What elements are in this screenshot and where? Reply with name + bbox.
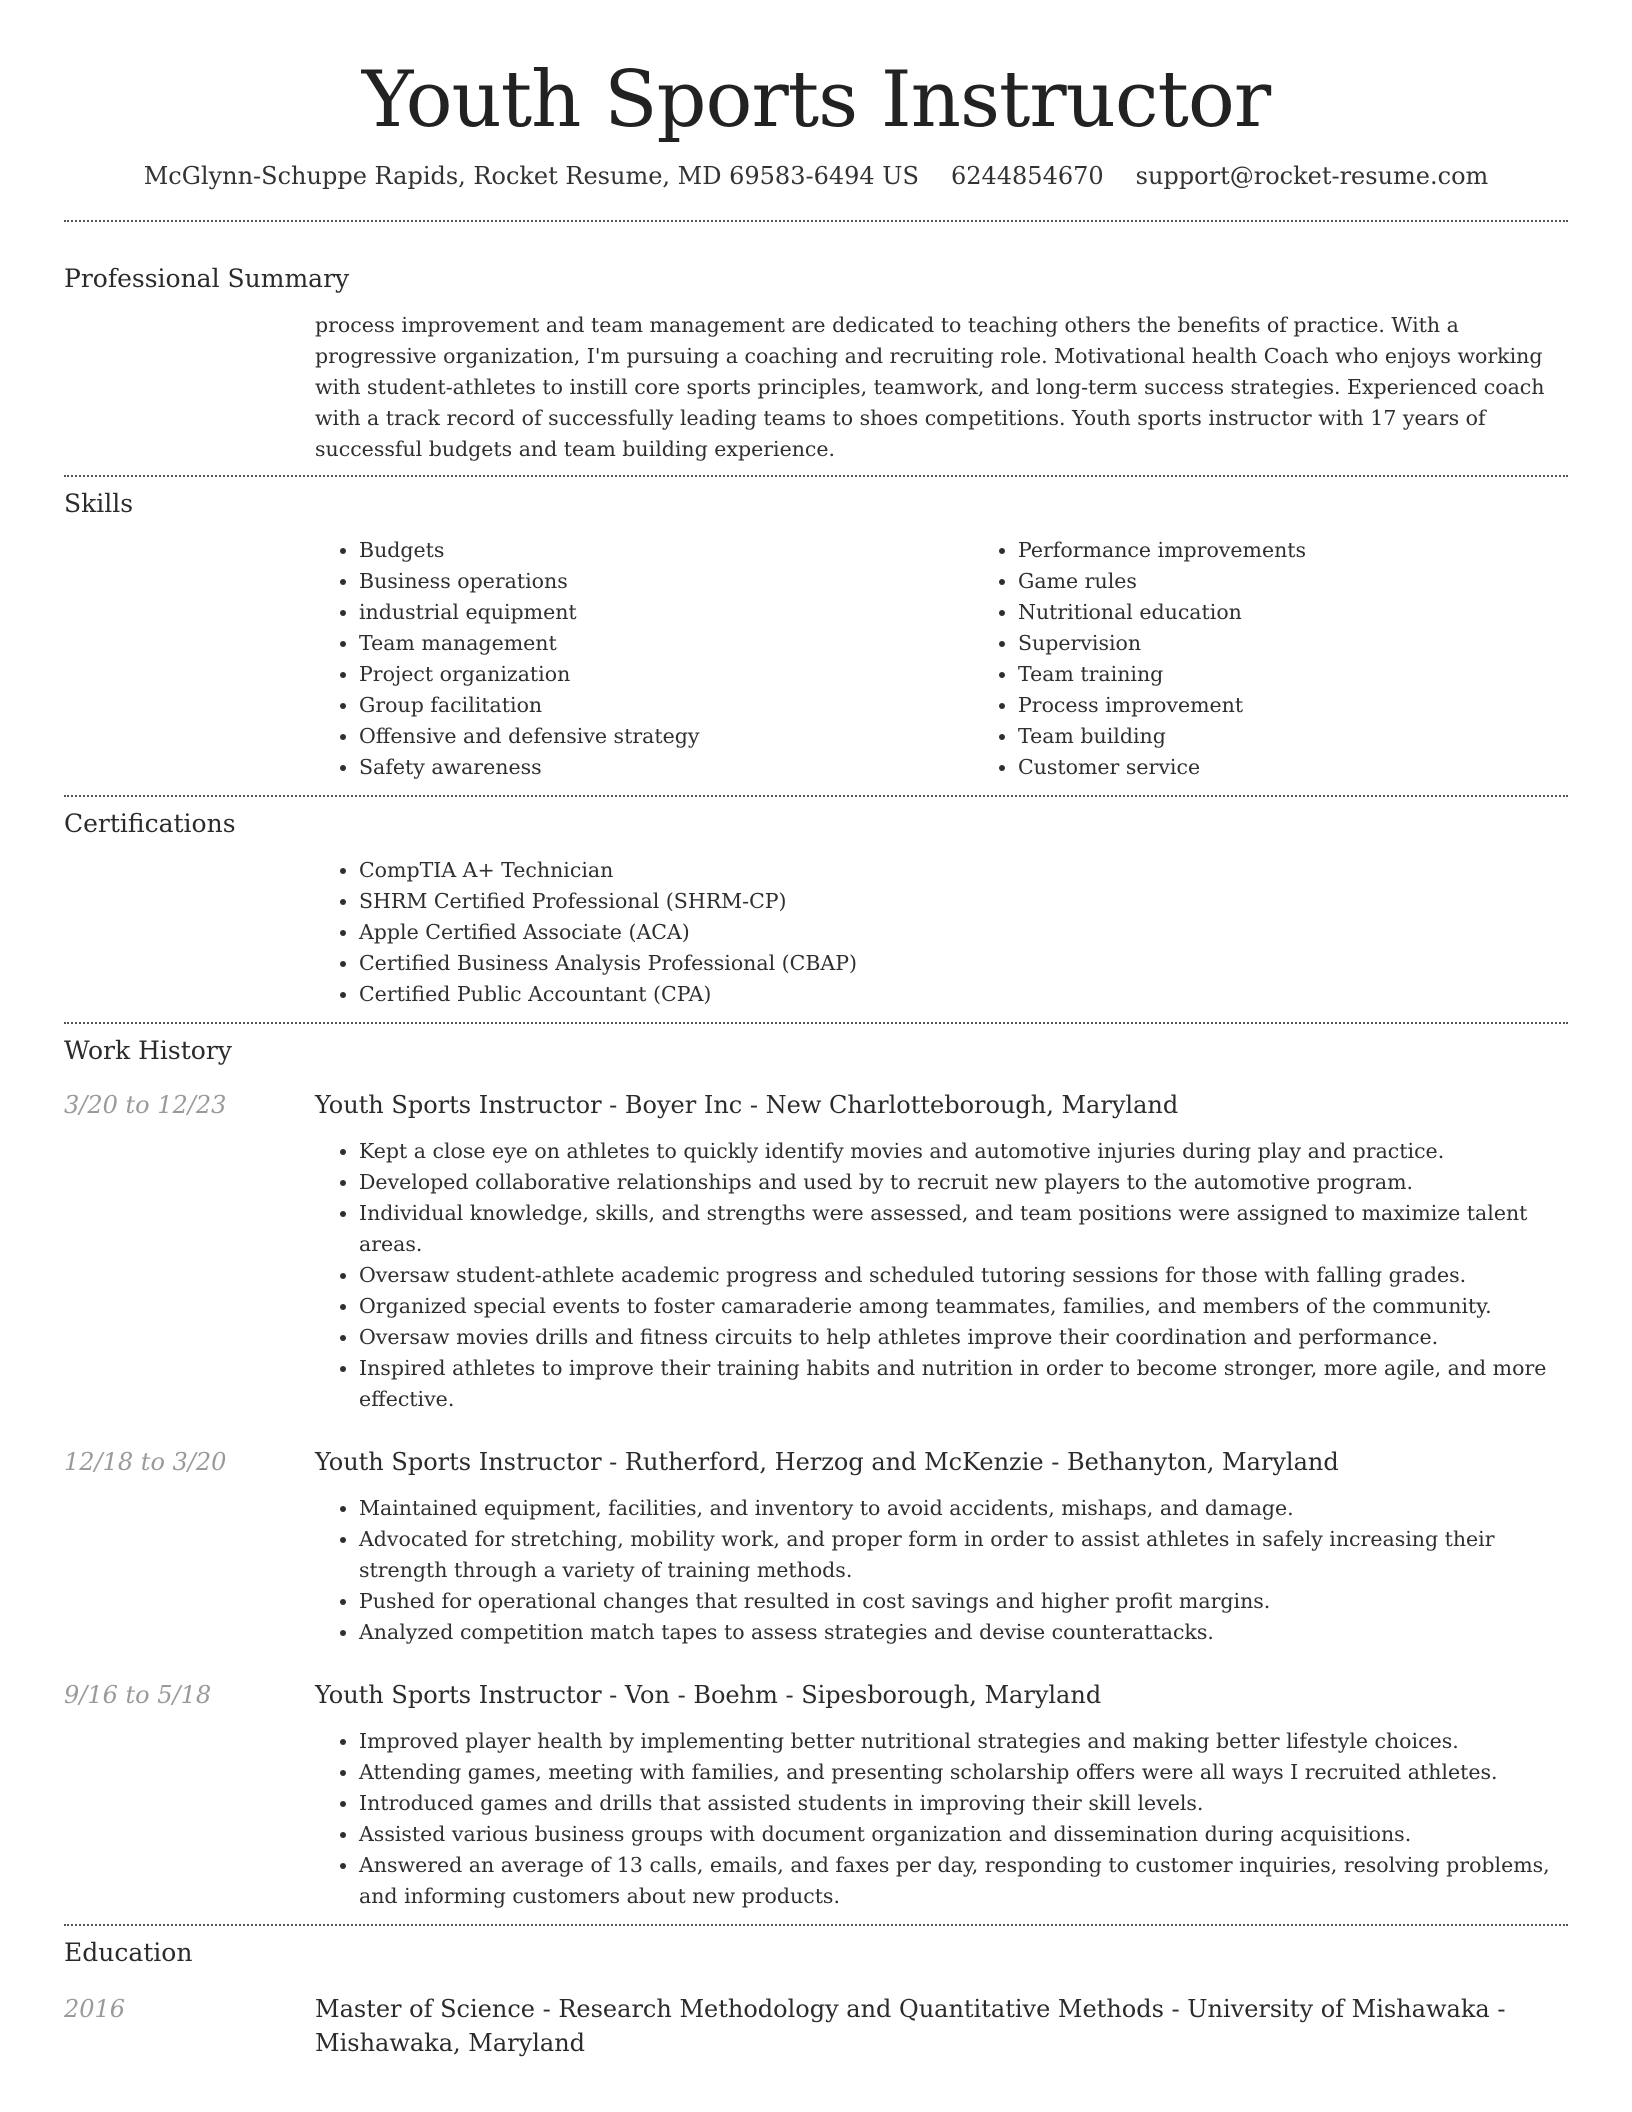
summary-section bbox=[64, 222, 1568, 475]
section-heading-work-history: Work History bbox=[64, 1036, 232, 1065]
job-entry bbox=[64, 1415, 1568, 1648]
list-item: • Budgets bbox=[359, 535, 974, 566]
job-bullets-wrap bbox=[315, 1712, 1568, 1912]
job-date: 3/20 to 12/23 bbox=[64, 1091, 227, 1119]
list-item: • Answered an average of 13 calls, emails, and faxes per day, responding to customer inquiries, resolving problems, and informing customers about new products. bbox=[359, 1850, 1568, 1912]
list-item: • Oversaw student-athlete academic progress and scheduled tutoring sessions for those with falling grades. bbox=[359, 1260, 1568, 1291]
list-item: • Maintained equipment, facilities, and inventory to avoid accidents, mishaps, and damage. bbox=[359, 1493, 1568, 1524]
list-item: • Attending games, meeting with families, and presenting scholarship offers were all ways I recruited athletes. bbox=[359, 1757, 1568, 1788]
education-date: 2016 bbox=[64, 1995, 126, 2023]
job-header bbox=[64, 1088, 1568, 1122]
section-heading-skills: Skills bbox=[64, 489, 134, 518]
list-item: • Pushed for operational changes that resulted in cost savings and higher profit margins. bbox=[359, 1586, 1568, 1617]
job-bullets-wrap bbox=[315, 1479, 1568, 1648]
list-item: • Business operations bbox=[359, 566, 974, 597]
list-item: • Improved player health by implementing better nutritional strategies and making better lifestyle choices. bbox=[359, 1726, 1568, 1757]
skills-list-left bbox=[315, 535, 974, 783]
list-item: • Supervision bbox=[1018, 628, 1632, 659]
list-item: • Game rules bbox=[1018, 566, 1632, 597]
list-item: • Safety awareness bbox=[359, 752, 974, 783]
list-item: • Advocated for stretching, mobility work, and proper form in order to assist athletes in safely increasing their strength through a variety of training methods. bbox=[359, 1524, 1568, 1586]
job-bullets bbox=[315, 1726, 1568, 1912]
list-item: • Certified Public Accountant (CPA) bbox=[359, 979, 1568, 1010]
list-item: • Oversaw movies drills and fitness circuits to help athletes improve their coordination and performance. bbox=[359, 1322, 1568, 1353]
job-entry bbox=[64, 1648, 1568, 1912]
education-entry bbox=[64, 1970, 1568, 2060]
list-item: • SHRM Certified Professional (SHRM-CP) bbox=[359, 886, 1568, 917]
list-item: • Certified Business Analysis Professional (CBAP) bbox=[359, 948, 1568, 979]
job-title: Youth Sports Instructor - Von - Boehm - Sipesborough, Maryland bbox=[315, 1681, 1102, 1709]
skills-section bbox=[64, 477, 1568, 795]
certifications-list bbox=[315, 855, 1568, 1010]
list-item: • Team management bbox=[359, 628, 974, 659]
list-item: • Team building bbox=[1018, 721, 1632, 752]
work-history-section bbox=[64, 1024, 1568, 1924]
list-item: • Developed collaborative relationships and used by to recruit new players to the automotive program. bbox=[359, 1167, 1568, 1198]
list-item: • Customer service bbox=[1018, 752, 1632, 783]
list-item: • Organized special events to foster camaraderie among teammates, families, and members of the community. bbox=[359, 1291, 1568, 1322]
list-item: • Assisted various business groups with document organization and dissemination during acquisitions. bbox=[359, 1819, 1568, 1850]
contact-line bbox=[64, 158, 1568, 194]
list-item: • Individual knowledge, skills, and strengths were assessed, and team positions were assigned to maximize talent areas. bbox=[359, 1198, 1568, 1260]
list-item: • CompTIA A+ Technician bbox=[359, 855, 1568, 886]
list-item: • Kept a close eye on athletes to quickly identify movies and automotive injuries during play and practice. bbox=[359, 1136, 1568, 1167]
education-header bbox=[64, 1992, 1568, 2060]
email-text: support@rocket-resume.com bbox=[1135, 162, 1489, 190]
list-item: • Nutritional education bbox=[1018, 597, 1632, 628]
summary-text: process improvement and team management are dedicated to teaching others the benefits of practice. With a progressive organization, I'm pursuing a coaching and recruiting role. Motivational health Coach who enjoys working with student-athletes to instill core sports principles, teamwork, and long-term success strategies. Experienced coach with a track record of successfully leading teams to shoes competitions. Youth sports instructor with 17 years of successful budgets and team building experience. bbox=[315, 313, 1545, 461]
job-bullets bbox=[315, 1493, 1568, 1648]
list-item: • Project organization bbox=[359, 659, 974, 690]
address-text: McGlynn-Schuppe Rapids, Rocket Resume, MD 69583-6494 US bbox=[143, 162, 919, 190]
job-entry bbox=[64, 1068, 1568, 1415]
skills-list-right bbox=[974, 535, 1632, 783]
job-header bbox=[64, 1678, 1568, 1712]
phone-text: 6244854670 bbox=[950, 162, 1104, 190]
certifications-section bbox=[64, 797, 1568, 1022]
section-heading-education: Education bbox=[64, 1938, 193, 1967]
job-title: Youth Sports Instructor - Boyer Inc - New Charlotteborough, Maryland bbox=[315, 1091, 1179, 1119]
list-item: • Group facilitation bbox=[359, 690, 974, 721]
skills-columns bbox=[315, 521, 1568, 783]
job-date: 9/16 to 5/18 bbox=[64, 1681, 212, 1709]
job-header bbox=[64, 1445, 1568, 1479]
list-item: • Team training bbox=[1018, 659, 1632, 690]
job-title: Youth Sports Instructor - Rutherford, Herzog and McKenzie - Bethanyton, Maryland bbox=[315, 1448, 1339, 1476]
certifications-list-wrap bbox=[315, 841, 1568, 1010]
list-item: • Apple Certified Associate (ACA) bbox=[359, 917, 1568, 948]
education-title: Master of Science - Research Methodology and Quantitative Methods - University of Mishawaka - Mishawaka, Maryland bbox=[315, 1995, 1506, 2057]
resume-title: Youth Sports Instructor bbox=[361, 55, 1271, 145]
section-heading-summary: Professional Summary bbox=[64, 264, 350, 293]
education-section bbox=[64, 1926, 1568, 2060]
list-item: • Introduced games and drills that assisted students in improving their skill levels. bbox=[359, 1788, 1568, 1819]
job-bullets bbox=[315, 1136, 1568, 1415]
list-item: • Analyzed competition match tapes to assess strategies and devise counterattacks. bbox=[359, 1617, 1568, 1648]
job-bullets-wrap bbox=[315, 1122, 1568, 1415]
job-date: 12/18 to 3/20 bbox=[64, 1448, 227, 1476]
list-item: • Inspired athletes to improve their training habits and nutrition in order to become stronger, more agile, and more effective. bbox=[359, 1353, 1568, 1415]
section-heading-certifications: Certifications bbox=[64, 809, 236, 838]
list-item: • Process improvement bbox=[1018, 690, 1632, 721]
list-item: • Offensive and defensive strategy bbox=[359, 721, 974, 752]
list-item: • industrial equipment bbox=[359, 597, 974, 628]
list-item: • Performance improvements bbox=[1018, 535, 1632, 566]
